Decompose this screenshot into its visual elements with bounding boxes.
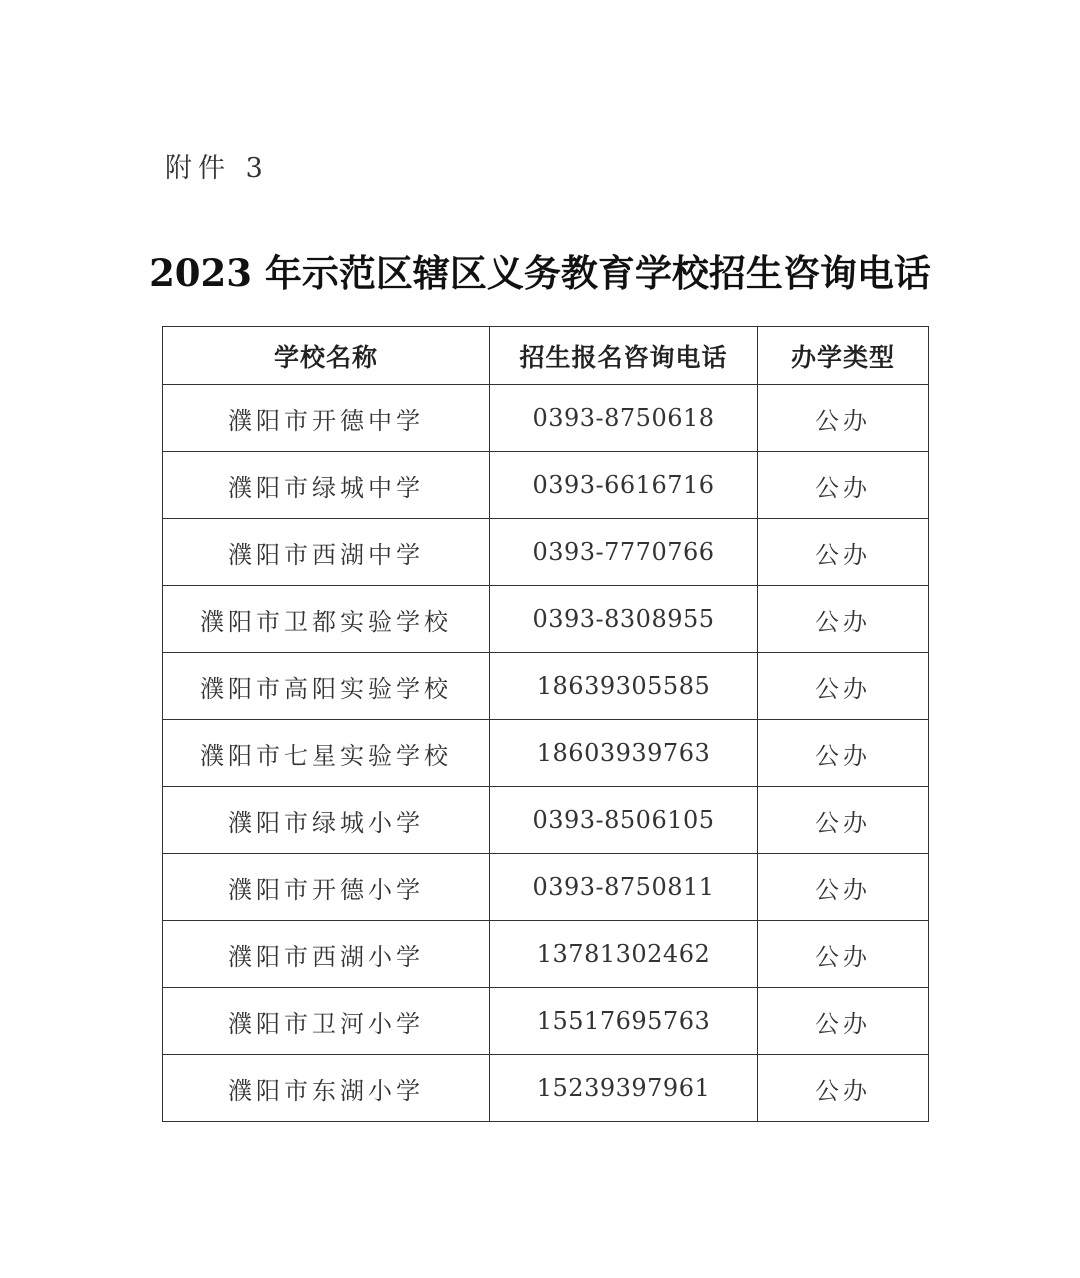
header-phone: 招生报名咨询电话: [490, 327, 758, 385]
cell-phone: 0393-6616716: [490, 452, 758, 519]
table-row: [163, 921, 929, 988]
cell-phone: 0393-8506105: [490, 787, 758, 854]
cell-phone: 15517695763: [490, 988, 758, 1055]
table-row: [163, 519, 929, 586]
table-row: [163, 720, 929, 787]
cell-school-type: 公办: [758, 1055, 929, 1122]
cell-school-type: 公办: [758, 519, 929, 586]
cell-school-name: 濮阳市卫河小学: [163, 988, 490, 1055]
cell-school-type: 公办: [758, 854, 929, 921]
cell-phone: 0393-8750811: [490, 854, 758, 921]
cell-school-type: 公办: [758, 988, 929, 1055]
table-row: [163, 653, 929, 720]
cell-school-name: 濮阳市绿城小学: [163, 787, 490, 854]
cell-school-name: 濮阳市高阳实验学校: [163, 653, 490, 720]
phone-table-container: [162, 326, 928, 1122]
table-row: [163, 854, 929, 921]
cell-school-type: 公办: [758, 653, 929, 720]
cell-school-name: 濮阳市开德中学: [163, 385, 490, 452]
cell-school-name: 濮阳市东湖小学: [163, 1055, 490, 1122]
attachment-label: 附件 3: [165, 153, 269, 184]
cell-school-type: 公办: [758, 385, 929, 452]
cell-school-type: 公办: [758, 921, 929, 988]
phone-table: [162, 326, 929, 1122]
cell-phone: 0393-8308955: [490, 586, 758, 653]
table-header-row: [163, 327, 929, 385]
cell-school-name: 濮阳市卫都实验学校: [163, 586, 490, 653]
header-school-type: 办学类型: [758, 327, 929, 385]
table-row: [163, 586, 929, 653]
cell-school-type: 公办: [758, 720, 929, 787]
cell-school-type: 公办: [758, 787, 929, 854]
cell-school-name: 濮阳市开德小学: [163, 854, 490, 921]
table-row: [163, 385, 929, 452]
cell-phone: 0393-7770766: [490, 519, 758, 586]
table-row: [163, 787, 929, 854]
cell-phone: 0393-8750618: [490, 385, 758, 452]
cell-school-name: 濮阳市绿城中学: [163, 452, 490, 519]
cell-school-type: 公办: [758, 452, 929, 519]
table-row: [163, 988, 929, 1055]
cell-school-name: 濮阳市西湖小学: [163, 921, 490, 988]
cell-phone: 13781302462: [490, 921, 758, 988]
cell-phone: 18639305585: [490, 653, 758, 720]
header-school-name: 学校名称: [163, 327, 490, 385]
table-row: [163, 1055, 929, 1122]
table-row: [163, 452, 929, 519]
cell-school-name: 濮阳市七星实验学校: [163, 720, 490, 787]
cell-school-name: 濮阳市西湖中学: [163, 519, 490, 586]
document-title: 2023 年示范区辖区义务教育学校招生咨询电话: [149, 251, 931, 295]
cell-school-type: 公办: [758, 586, 929, 653]
cell-phone: 18603939763: [490, 720, 758, 787]
cell-phone: 15239397961: [490, 1055, 758, 1122]
